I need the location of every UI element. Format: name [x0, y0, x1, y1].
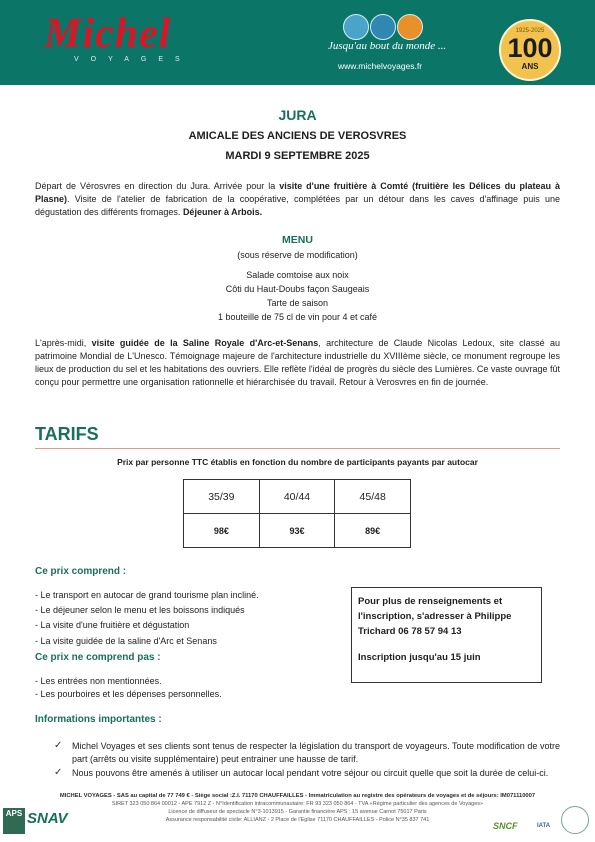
price-table: [183, 479, 411, 548]
afternoon-text: , architecture de Claude Nicolas Ledoux, site classé au patrimoine Mondial de L'Unesco. Témoignage majeure de l'architecture industrielle du XVIIIème siècle, ce monument regroupe les lieux de production du sel et les habitations des ouvriers. Elle reflète l'idéal de progrès du siècle des Lumières. Ce vaste ouvrage fût conçu pour permettre une organisation rationnelle et hiérarchisée du travail. Retour à Verosvres en fin de journée.: [35, 338, 561, 387]
slogan: Jusqu'au bout du monde ...: [328, 40, 447, 52]
contact-line: l'inscription, s'adresser à Philippe: [358, 611, 512, 622]
group-size-cell: 45/48: [335, 480, 411, 514]
anniversary-label: ANS: [521, 62, 539, 71]
intro-paragraph: [35, 180, 560, 219]
afternoon-highlight: visite guidée de la Saline Royale d'Arc-et-Senans: [91, 338, 319, 348]
menu-title: MENU: [282, 234, 313, 246]
sncf-logo: SNCF: [493, 821, 518, 831]
price-cell: 89€: [335, 514, 411, 548]
footer-company: MICHEL VOYAGES - SAS au capital de 77 749 € - Siège social :Z.I. 71170 CHAUFFAILLES - Immatriculation au registre des opérateurs de voyages et de séjours: IM071110007: [59, 793, 536, 799]
website-link[interactable]: www.michelvoyages.fr: [338, 61, 423, 71]
plane-icon: [397, 14, 423, 40]
header-band: [0, 0, 595, 85]
includes-heading: Ce prix comprend :: [35, 566, 127, 577]
footer-legal: SIRET 323 050 864 00012 - APE 7912 Z - N°Identification intracommunautaire: FR 93 323 050 864 - TVA «Régime particulier des agences de Voyages»: [111, 801, 484, 807]
check-icon: ✓: [54, 740, 63, 751]
includes-item: - La visite d'une fruitière et dégustation: [35, 620, 190, 630]
price-table-value-row: [184, 514, 411, 548]
includes-item: - La visite guidée de la saline d'Arc et Senans: [35, 636, 217, 646]
afternoon-text: L'après-midi,: [35, 338, 92, 348]
menu-item: Tarte de saison: [266, 298, 329, 308]
price-cell: 98€: [184, 514, 260, 548]
info-item: Nous pouvons être amenés à utiliser un autocar local pendant votre séjour ou circuit quelle que soit la durée de celui-ci.: [72, 768, 549, 778]
menu-note: (sous réserve de modification): [237, 250, 358, 260]
snav-logo: SNAV: [27, 810, 68, 827]
brand-logo: Michel: [44, 11, 172, 57]
tarifs-divider: [35, 448, 560, 449]
trip-date: MARDI 9 SEPTEMBRE 2025: [225, 150, 370, 162]
footer-license: Licence de diffuseur de spectacle N°3-1013915 - Garantie financière APS : 15 avenue Carnot 75017 Paris: [168, 809, 427, 815]
menu-item: Salade comtoise aux noix: [246, 270, 349, 280]
price-cell: 93€: [259, 514, 335, 548]
registration-deadline: Inscription jusqu'au 15 juin: [358, 652, 481, 663]
anniversary-badge: [499, 19, 561, 81]
price-note: Prix par personne TTC établis en fonction du nombre de participants payants par autocar: [117, 457, 478, 467]
group-size-cell: 35/39: [184, 480, 260, 514]
afternoon-paragraph: [35, 337, 560, 389]
aps-logo: APS: [3, 808, 25, 834]
info-item: Michel Voyages et ses clients sont tenus de respecter la législation du transport de voyageurs. Toute modification de votre part (arrêts ou visite supplémentaire) peut entrainer une hausse de tarif.: [72, 741, 560, 764]
menu-item: Côti du Haut-Doubs façon Saugeais: [225, 284, 370, 294]
menu-item: 1 bouteille de 75 cl de vin pour 4 et café: [217, 312, 378, 322]
certification-seal-icon: [561, 806, 589, 834]
excludes-item: - Les pourboires et les dépenses personnelles.: [35, 689, 222, 699]
contact-line: Pour plus de renseignements et: [358, 596, 503, 607]
price-table-header-row: [184, 480, 411, 514]
excludes-item: - Les entrées non mentionnées.: [35, 676, 162, 686]
iata-logo: IATA: [537, 823, 551, 829]
footer-insurance: Assurance responsabilité civile: ALLIANZ - 2 Place de l'Eglise 71170 CHAUFFAILLES - Police N°35 837 741: [165, 817, 430, 823]
includes-item: - Le déjeuner selon le menu et les boissons indiqués: [35, 605, 245, 615]
intro-highlight: visite d'une fruitière à Comté (fruitière les Délices du plateau à Plasne): [35, 181, 560, 204]
info-heading: Informations importantes :: [35, 714, 162, 725]
ship-icon: [370, 14, 396, 40]
tarifs-heading: TARIFS: [35, 424, 99, 444]
intro-lunch: Déjeuner à Arbois.: [182, 207, 263, 217]
group-name: AMICALE DES ANCIENS DE VEROSVRES: [188, 130, 407, 142]
coach-icon: [343, 14, 369, 40]
page-title: JURA: [278, 107, 317, 123]
intro-text: . Visite de l'atelier de fabrication de la coopérative, complétées par un détour dans les caves d'affinage puis une dégustation des différents fromages.: [35, 194, 560, 217]
group-size-cell: 40/44: [259, 480, 335, 514]
contact-phone: Trichard 06 78 57 94 13: [358, 626, 462, 637]
intro-text: Départ de Vérosvres en direction du Jura. Arrivée pour la: [35, 181, 280, 191]
contact-box: [351, 587, 542, 683]
anniversary-years: 1925-2025: [515, 28, 545, 34]
check-icon: ✓: [54, 767, 63, 778]
anniversary-number: 100: [507, 33, 553, 63]
excludes-heading: Ce prix ne comprend pas :: [35, 652, 161, 663]
includes-item: - Le transport en autocar de grand tourisme plan incliné.: [35, 590, 259, 600]
brand-subtitle: VOYAGES: [74, 56, 192, 63]
